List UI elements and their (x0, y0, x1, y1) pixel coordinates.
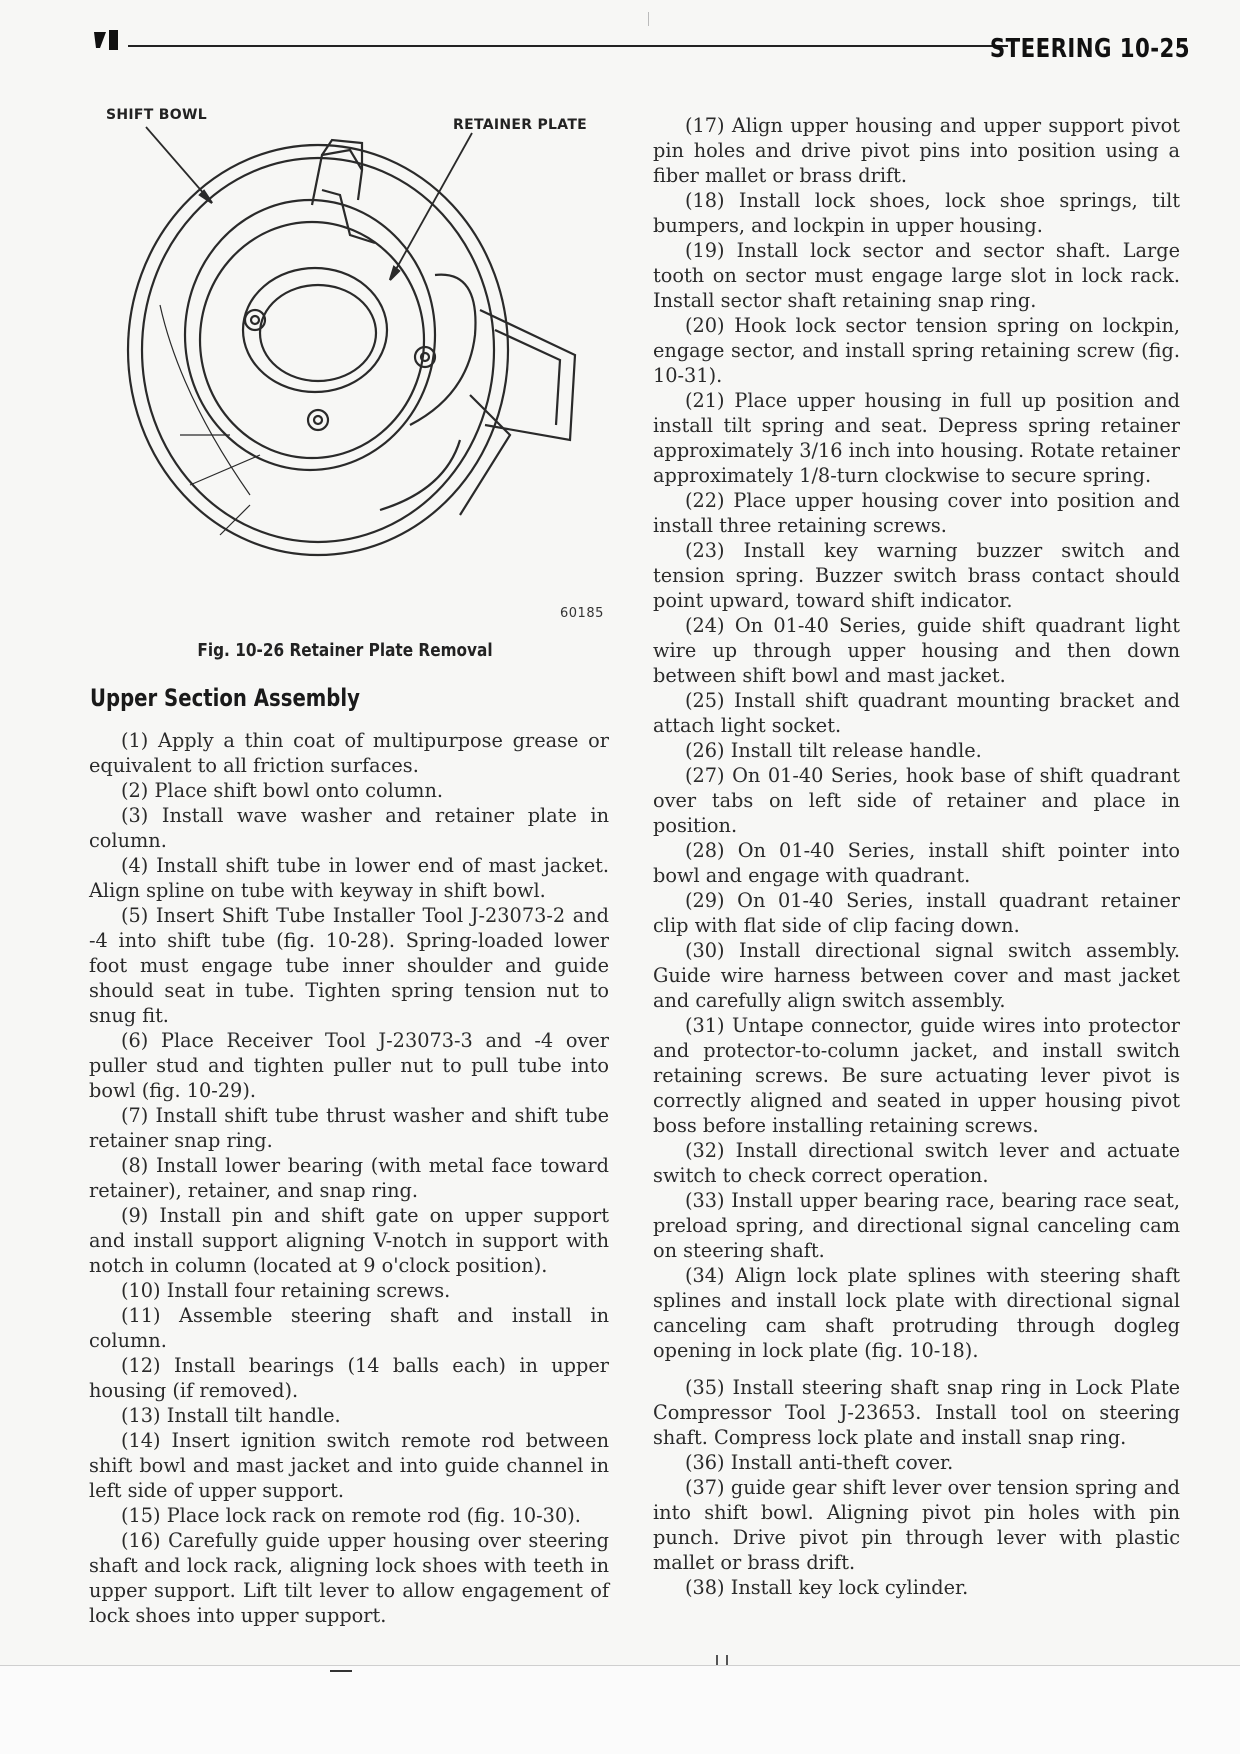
step-paragraph: (10) Install four retaining screws. (121, 1279, 451, 1302)
callout-shift-bowl: SHIFT BOWL (106, 107, 207, 123)
brand-logo-icon (94, 28, 124, 50)
scan-mark (330, 1670, 352, 1672)
left-column (89, 728, 609, 1628)
step-paragraph: (8) Install lower bearing (with metal face toward retainer), retainer, and snap ring. (89, 1154, 609, 1202)
step-paragraph: (5) Insert Shift Tube Installer Tool J-23073-2 and -4 into shift tube (fig. 10-28). Spring-loaded lower foot must engage tube inner shoulder and guide should seat in tube. Tighten spring tension nut to snug fit. (89, 904, 609, 1027)
step-paragraph: (32) Install directional switch lever and actuate switch to check correct operation. (653, 1139, 1180, 1187)
figure-caption: Fig. 10-26 Retainer Plate Removal (197, 640, 493, 661)
step-paragraph: (4) Install shift tube in lower end of mast jacket. Align spline on tube with keyway in shift bowl. (89, 854, 609, 902)
step-paragraph: (26) Install tilt release handle. (685, 739, 982, 762)
step-paragraph: (24) On 01-40 Series, guide shift quadrant light wire up through upper housing and then down between shift bowl and mast jacket. (653, 614, 1180, 687)
scan-margin (0, 1665, 1240, 1754)
step-paragraph: (3) Install wave washer and retainer plate in column. (89, 804, 609, 852)
step-paragraph: (19) Install lock sector and sector shaft. Large tooth on sector must engage large slot in lock rack. Install sector shaft retaining snap ring. (653, 239, 1180, 312)
step-paragraph: (18) Install lock shoes, lock shoe springs, tilt bumpers, and lockpin in upper housing. (653, 189, 1180, 237)
header-rule (128, 45, 1008, 47)
step-paragraph: (31) Untape connector, guide wires into protector and protector-to-column jacket, and install switch retaining screws. Be sure actuating lever pivot is correctly aligned and seated in upper housing pivot boss before installing retaining screws. (653, 1014, 1180, 1137)
step-paragraph: (29) On 01-40 Series, install quadrant retainer clip with flat side of clip facing down. (653, 889, 1180, 937)
page-header-title: STEERING 10-25 (989, 34, 1190, 64)
step-paragraph: (13) Install tilt handle. (121, 1404, 341, 1427)
step-paragraph: (37) guide gear shift lever over tension spring and into shift bowl. Aligning pivot pin holes with pin punch. Drive pivot pin through lever with plastic mallet or brass drift. (653, 1476, 1180, 1574)
scan-mark (648, 12, 649, 26)
step-paragraph: (38) Install key lock cylinder. (685, 1576, 969, 1599)
step-paragraph: (6) Place Receiver Tool J-23073-3 and -4 over puller stud and tighten puller nut to pull tube into bowl (fig. 10-29). (89, 1029, 609, 1102)
step-paragraph: (7) Install shift tube thrust washer and shift tube retainer snap ring. (89, 1104, 609, 1152)
step-paragraph: (35) Install steering shaft snap ring in Lock Plate Compressor Tool J-23653. Install tool on steering shaft. Compress lock plate and install snap ring. (653, 1376, 1180, 1449)
section-heading: Upper Section Assembly (90, 684, 360, 712)
step-paragraph: (9) Install pin and shift gate on upper support and install support aligning V-notch in support with notch in column (located at 9 o'clock position). (89, 1204, 609, 1277)
step-paragraph: (11) Assemble steering shaft and install in column. (89, 1304, 609, 1352)
step-paragraph: (36) Install anti-theft cover. (685, 1451, 954, 1474)
step-paragraph: (34) Align lock plate splines with steering shaft splines and install lock plate with directional signal canceling cam shaft protruding through dogleg opening in lock plate (fig. 10-18). (653, 1264, 1180, 1362)
step-paragraph: (30) Install directional signal switch assembly. Guide wire harness between cover and mast jacket and carefully align switch assembly. (653, 939, 1180, 1012)
step-paragraph: (20) Hook lock sector tension spring on lockpin, engage sector, and install spring retaining screw (fig. 10-31). (653, 314, 1180, 387)
step-paragraph: (27) On 01-40 Series, hook base of shift quadrant over tabs on left side of retainer and place in position. (653, 764, 1180, 837)
step-paragraph: (25) Install shift quadrant mounting bracket and attach light socket. (653, 689, 1180, 737)
step-paragraph: (14) Insert ignition switch remote rod between shift bowl and mast jacket and into guide channel in left side of upper support. (89, 1429, 609, 1502)
step-paragraph: (2) Place shift bowl onto column. (121, 779, 443, 802)
callout-retainer-plate: RETAINER PLATE (453, 117, 588, 133)
step-paragraph: (12) Install bearings (14 balls each) in upper housing (if removed). (89, 1354, 609, 1402)
step-paragraph: (16) Carefully guide upper housing over steering shaft and lock rack, aligning lock shoes with teeth in upper support. Lift tilt lever to allow engagement of lock shoes into upper support. (89, 1529, 609, 1627)
step-paragraph: (33) Install upper bearing race, bearing race seat, preload spring, and directional signal canceling cam on steering shaft. (653, 1189, 1180, 1262)
step-paragraph: (22) Place upper housing cover into position and install three retaining screws. (653, 489, 1180, 537)
retainer-plate-illustration (100, 95, 620, 635)
right-column (653, 113, 1180, 1600)
figure-retainer-plate (100, 95, 620, 635)
step-paragraph: (23) Install key warning buzzer switch and tension spring. Buzzer switch brass contact should point upward, toward shift indicator. (653, 539, 1180, 612)
step-paragraph: (1) Apply a thin coat of multipurpose grease or equivalent to all friction surfaces. (89, 729, 609, 777)
step-paragraph: (17) Align upper housing and upper support pivot pin holes and drive pivot pins into position using a fiber mallet or brass drift. (653, 114, 1180, 187)
step-paragraph: (15) Place lock rack on remote rod (fig. 10-30). (121, 1504, 581, 1527)
step-paragraph: (21) Place upper housing in full up position and install tilt spring and seat. Depress spring retainer approximately 3/16 inch into housing. Rotate retainer approximately 1/8-turn clockwise to secure spring. (653, 389, 1180, 487)
step-paragraph: (28) On 01-40 Series, install shift pointer into bowl and engage with quadrant. (653, 839, 1180, 887)
figure-code: 60185 (560, 606, 604, 621)
